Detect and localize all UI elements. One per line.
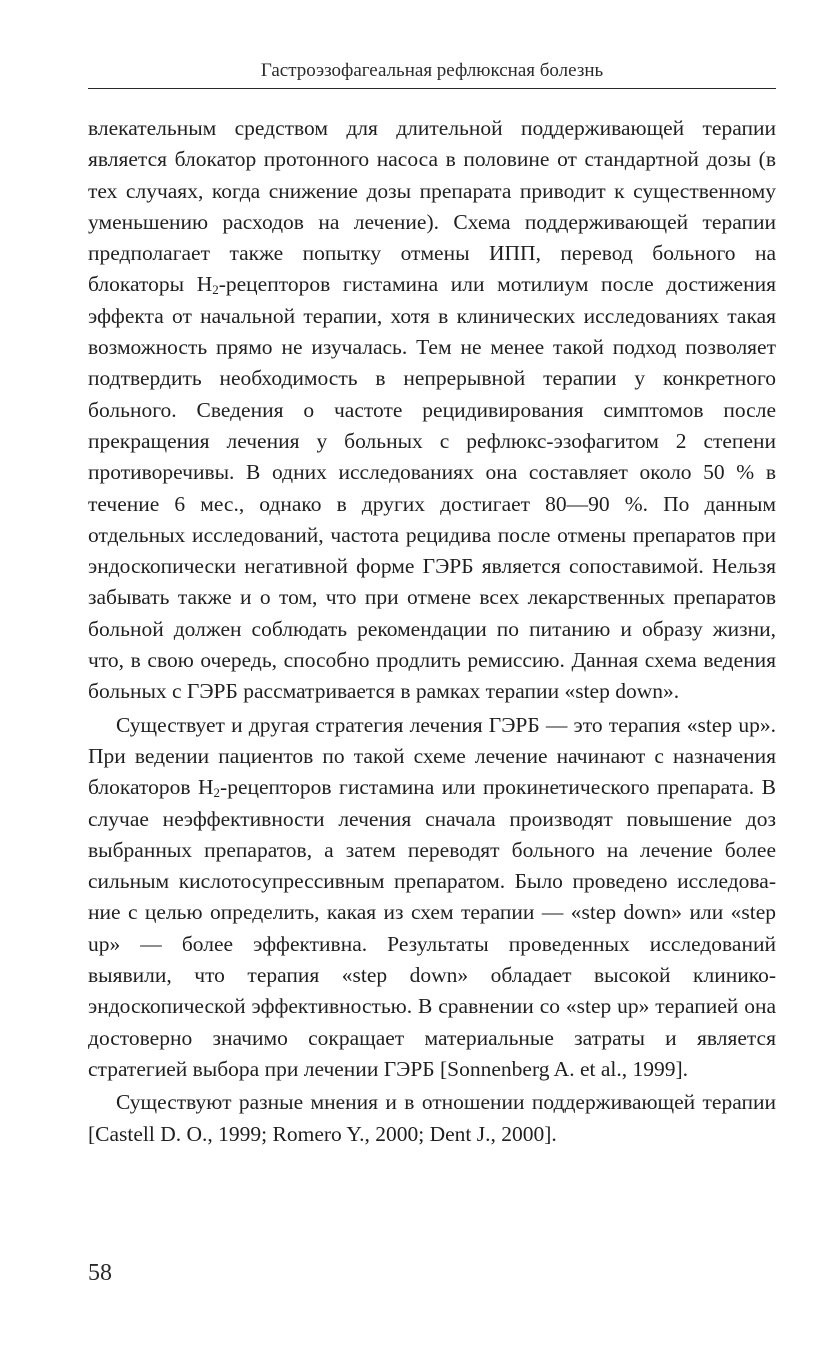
- body-text: [88, 113, 776, 1150]
- text-segment: Существуют разные мнения и в отношении поддерживающей терапии [Castell D. O., 1999; Romero Y., 2000; Dent J., 2000].: [88, 1090, 776, 1146]
- subscript-index: 2: [213, 785, 221, 801]
- paragraph-p1: [88, 113, 776, 708]
- text-segment: -рецепторов гистамина или прокинетического препарата. В случае неэффективности лечения сначала производят повышение доз выбранных препаратов, а затем переводят больного на лечение более сильным кислотосупрессивным препаратом. Было проведено исследование с целью определить, какая из схем терапии — «step down» или «step up» — более эффективна. Результаты проведенных исследований выявили, что терапия «step down» обладает высокой клинико-эндоскопической эффективностью. В сравнении со «step up» терапией она достоверно значимо сокращает материальные затраты и является стратегией выбора при лечении ГЭРБ [Sonnenberg A. et al., 1999].: [88, 775, 776, 1081]
- paragraph-p3: [88, 1087, 776, 1150]
- text-segment: -рецепторов гистамина или мотилиум после достижения эффекта от начальной терапии, хотя в клинических исследованиях такая возможность прямо не изучалась. Тем не менее такой подход позволяет подтвердить необходимость в непрерывной терапии у конкретного больного. Сведения о частоте рецидивирования симптомов после прекращения лечения у больных с рефлюкс-эзофагитом 2 степени противоречивы. В одних исследованиях она составляет около 50 % в течение 6 мес., однако в других достигает 80—90 %. По данным отдельных исследований, частота рецидива после отмены препаратов при эндоскопически негативной форме ГЭРБ является сопоставимой. Нельзя забывать также и о том, что при отмене всех лекарственных препаратов больной должен соблюдать рекомендации по питанию и образу жизни, что, в свою очередь, способно продлить ремиссию. Данная схема ведения больных с ГЭРБ рассматривается в рамках терапии «step down».: [88, 272, 776, 704]
- text-segment: влекательным средством для длительной поддерживающей терапии является блокатор протонного насоса в половине от стандартной дозы (в тех случаях, когда снижение дозы препарата приводит к существенному уменьшению расходов на лечение). Схема поддерживающей терапии предполагает также попытку отмены ИПП, перевод больного на блокаторы Н: [88, 116, 776, 297]
- running-head-title: Гастроэзофагеальная рефлюксная болезнь: [260, 60, 604, 81]
- header-rule: [88, 88, 776, 89]
- subscript-index: 2: [212, 282, 219, 298]
- book-page: [88, 0, 776, 1350]
- text-segment: Существует и другая стратегия лечения ГЭРБ — это терапия «step up». При ведении пациентов по такой схеме лечение начинают с назначения блокаторов Н: [88, 712, 776, 800]
- page-number: 58: [88, 1260, 112, 1286]
- paragraph-p2: [88, 710, 776, 1086]
